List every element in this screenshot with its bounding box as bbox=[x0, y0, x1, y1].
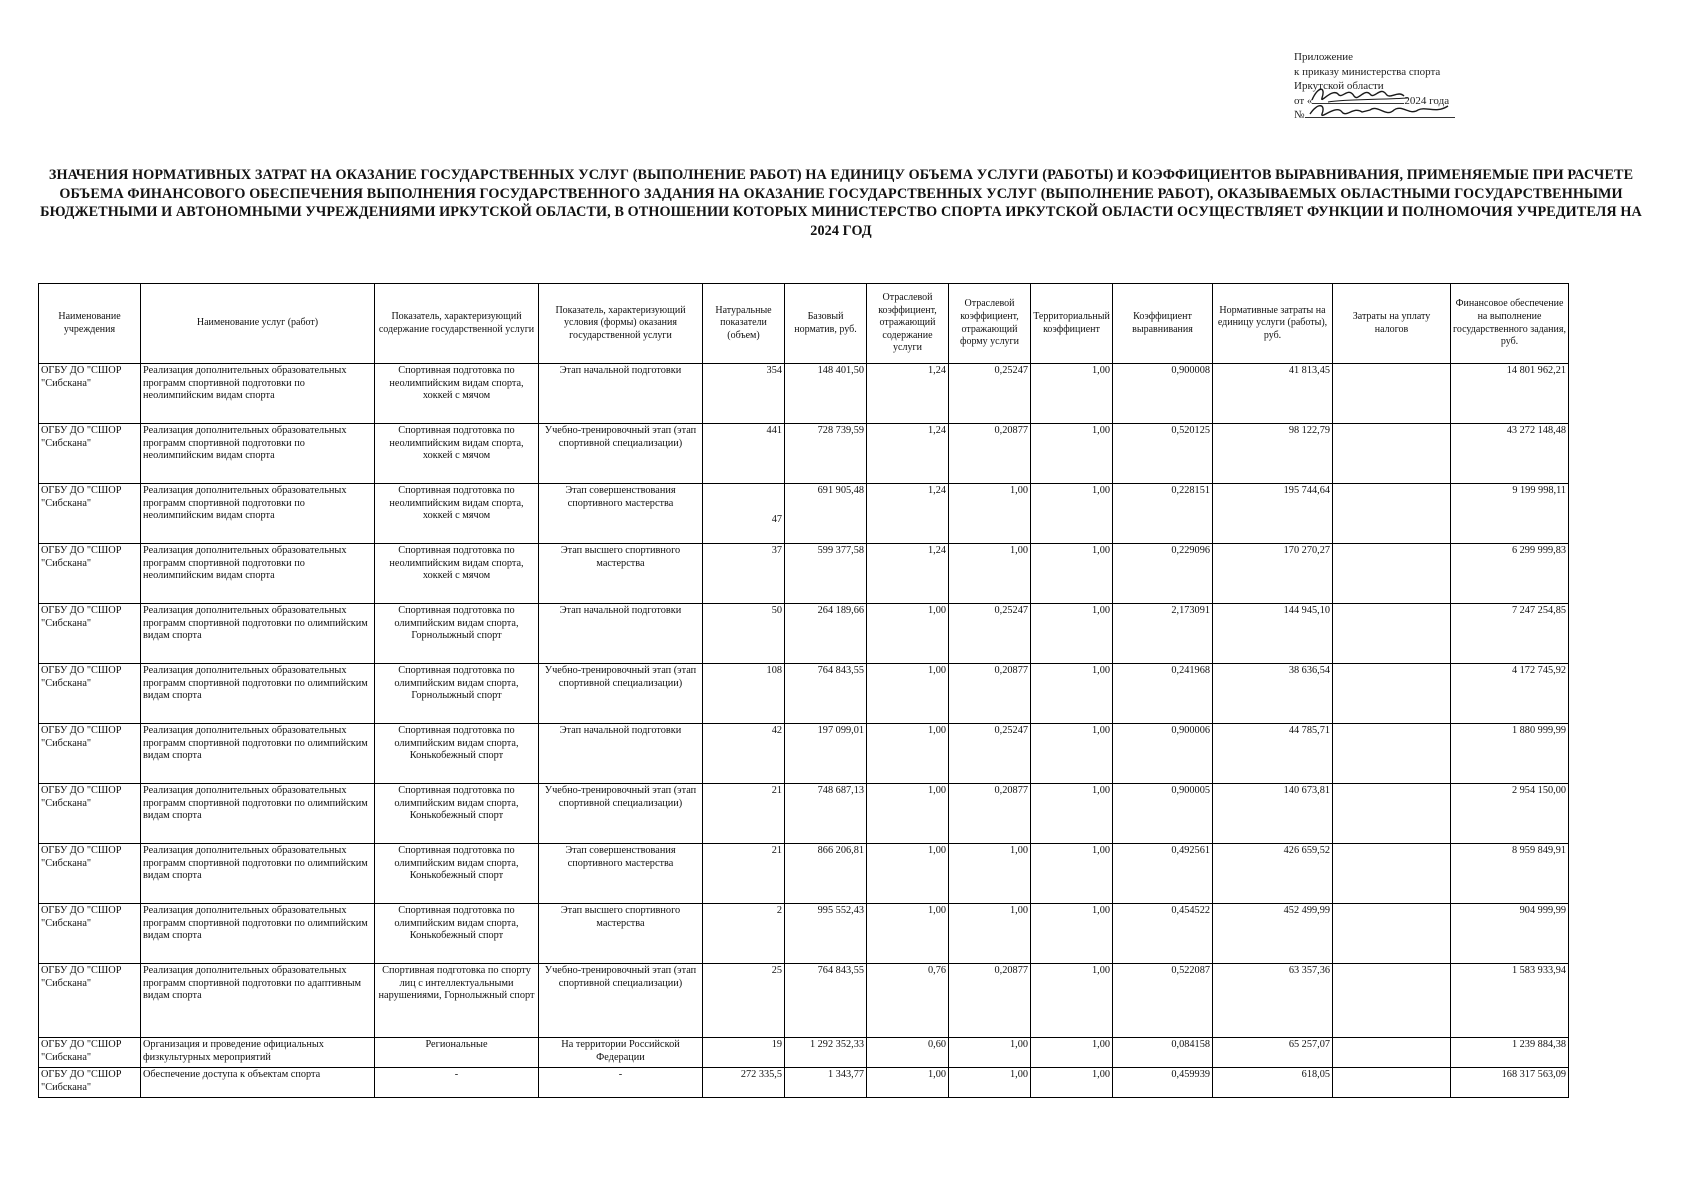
content-indicator-cell: Спортивная подготовка по олимпийским видам спорта, Конькобежный спорт bbox=[375, 904, 539, 964]
institution-cell: ОГБУ ДО "СШОР "Сибскана" bbox=[39, 844, 141, 904]
financing-cell: 2 954 150,00 bbox=[1451, 784, 1569, 844]
base-norm-cell: 1 292 352,33 bbox=[785, 1038, 867, 1068]
service-name-cell: Реализация дополнительных образовательных программ спортивной подготовки по адаптивным видам спорта bbox=[141, 964, 375, 1038]
table-row bbox=[39, 724, 1569, 784]
content-coefficient-cell: 1,24 bbox=[867, 424, 949, 484]
content-indicator-cell: Спортивная подготовка по неолимпийским видам спорта, хоккей с мячом bbox=[375, 364, 539, 424]
volume-cell: 108 bbox=[703, 664, 785, 724]
table-row bbox=[39, 964, 1569, 1038]
content-indicator-cell: Спортивная подготовка по неолимпийским видам спорта, хоккей с мячом bbox=[375, 544, 539, 604]
column-header: Наименование услуг (работ) bbox=[141, 284, 375, 364]
form-coefficient-cell: 0,25247 bbox=[949, 604, 1031, 664]
tax-cost-cell bbox=[1333, 424, 1451, 484]
equalization-coefficient-cell: 0,520125 bbox=[1113, 424, 1213, 484]
content-indicator-cell: Спортивная подготовка по олимпийским видам спорта, Конькобежный спорт bbox=[375, 784, 539, 844]
base-norm-cell: 691 905,48 bbox=[785, 484, 867, 544]
institution-cell: ОГБУ ДО "СШОР "Сибскана" bbox=[39, 784, 141, 844]
form-coefficient-cell: 1,00 bbox=[949, 904, 1031, 964]
volume-cell: 441 bbox=[703, 424, 785, 484]
volume-cell: 272 335,5 bbox=[703, 1068, 785, 1098]
form-coefficient-cell: 1,00 bbox=[949, 1068, 1031, 1098]
column-header: Наименование учреждения bbox=[39, 284, 141, 364]
equalization-coefficient-cell: 0,084158 bbox=[1113, 1038, 1213, 1068]
unit-cost-cell: 38 636,54 bbox=[1213, 664, 1333, 724]
form-coefficient-cell: 0,25247 bbox=[949, 724, 1031, 784]
equalization-coefficient-cell: 0,241968 bbox=[1113, 664, 1213, 724]
equalization-coefficient-cell: 0,900005 bbox=[1113, 784, 1213, 844]
appendix-line-2: к приказу министерства спорта bbox=[1294, 65, 1441, 78]
unit-cost-cell: 41 813,45 bbox=[1213, 364, 1333, 424]
equalization-coefficient-cell: 0,900008 bbox=[1113, 364, 1213, 424]
base-norm-cell: 197 099,01 bbox=[785, 724, 867, 784]
volume-cell: 42 bbox=[703, 724, 785, 784]
institution-cell: ОГБУ ДО "СШОР "Сибскана" bbox=[39, 964, 141, 1038]
column-header: Затраты на уплату налогов bbox=[1333, 284, 1451, 364]
territorial-coefficient-cell: 1,00 bbox=[1031, 724, 1113, 784]
table-row bbox=[39, 424, 1569, 484]
base-norm-cell: 264 189,66 bbox=[785, 604, 867, 664]
service-name-cell: Реализация дополнительных образовательных программ спортивной подготовки по неолимпийским видам спорта bbox=[141, 484, 375, 544]
column-header: Отраслевой коэффициент, отражающий содержание услуги bbox=[867, 284, 949, 364]
content-coefficient-cell: 1,00 bbox=[867, 904, 949, 964]
service-name-cell: Реализация дополнительных образовательных программ спортивной подготовки по олимпийским видам спорта bbox=[141, 664, 375, 724]
service-name-cell: Реализация дополнительных образовательных программ спортивной подготовки по неолимпийским видам спорта bbox=[141, 544, 375, 604]
base-norm-cell: 995 552,43 bbox=[785, 904, 867, 964]
unit-cost-cell: 452 499,99 bbox=[1213, 904, 1333, 964]
territorial-coefficient-cell: 1,00 bbox=[1031, 784, 1113, 844]
unit-cost-cell: 618,05 bbox=[1213, 1068, 1333, 1098]
condition-indicator-cell: Этап совершенствования спортивного мастерства bbox=[539, 484, 703, 544]
territorial-coefficient-cell: 1,00 bbox=[1031, 904, 1113, 964]
content-coefficient-cell: 1,00 bbox=[867, 784, 949, 844]
equalization-coefficient-cell: 0,900006 bbox=[1113, 724, 1213, 784]
tax-cost-cell bbox=[1333, 844, 1451, 904]
base-norm-cell: 764 843,55 bbox=[785, 664, 867, 724]
form-coefficient-cell: 1,00 bbox=[949, 844, 1031, 904]
equalization-coefficient-cell: 0,492561 bbox=[1113, 844, 1213, 904]
volume-cell: 25 bbox=[703, 964, 785, 1038]
table-row bbox=[39, 784, 1569, 844]
condition-indicator-cell: Этап начальной подготовки bbox=[539, 724, 703, 784]
financing-cell: 9 199 998,11 bbox=[1451, 484, 1569, 544]
unit-cost-cell: 44 785,71 bbox=[1213, 724, 1333, 784]
financing-cell: 6 299 999,83 bbox=[1451, 544, 1569, 604]
content-indicator-cell: Спортивная подготовка по неолимпийским видам спорта, хоккей с мячом bbox=[375, 424, 539, 484]
condition-indicator-cell: На территории Российской Федерации bbox=[539, 1038, 703, 1068]
financing-cell: 168 317 563,09 bbox=[1451, 1068, 1569, 1098]
page-title: ЗНАЧЕНИЯ НОРМАТИВНЫХ ЗАТРАТ НА ОКАЗАНИЕ ГОСУДАРСТВЕННЫХ УСЛУГ (ВЫПОЛНЕНИЕ РАБОТ) НА ЕДИНИЦУ ОБЪЕМА УСЛУГИ (РАБОТЫ) И КОЭФФИЦИЕНТОВ ВЫРАВНИВАНИЯ, ПРИМЕНЯЕМЫЕ ПРИ РАСЧЕТЕ ОБЪЕМА ФИНАНСОВОГО ОБЕСПЕЧЕНИЯ ВЫПОЛНЕНИЯ ГОСУДАРСТВЕННОГО ЗАДАНИЯ НА ОКАЗАНИЕ ГОСУДАРСТВЕННЫХ УСЛУГ (ВЫПОЛНЕНИЕ РАБОТ), ОКАЗЫВАЕМЫХ ОБЛАСТНЫМИ ГОСУДАРСТВЕННЫМИ БЮДЖЕТНЫМИ И АВТОНОМНЫМИ УЧРЕЖДЕНИЯМИ ИРКУТСКОЙ ОБЛАСТИ, В ОТНОШЕНИИ КОТОРЫХ МИНИСТЕРСТВО СПОРТА ИРКУТСКОЙ ОБЛАСТИ ОСУЩЕСТВЛЯЕТ ФУНКЦИИ И ПОЛНОМОЧИЯ УЧРЕДИТЕЛЯ НА 2024 ГОД bbox=[40, 167, 1642, 239]
form-coefficient-cell: 1,00 bbox=[949, 544, 1031, 604]
column-header: Территориальный коэффициент bbox=[1031, 284, 1113, 364]
form-coefficient-cell: 0,20877 bbox=[949, 964, 1031, 1038]
content-coefficient-cell: 1,00 bbox=[867, 1068, 949, 1098]
table-row bbox=[39, 604, 1569, 664]
tax-cost-cell bbox=[1333, 724, 1451, 784]
service-name-cell: Реализация дополнительных образовательных программ спортивной подготовки по олимпийским видам спорта bbox=[141, 724, 375, 784]
territorial-coefficient-cell: 1,00 bbox=[1031, 1038, 1113, 1068]
base-norm-cell: 1 343,77 bbox=[785, 1068, 867, 1098]
column-header: Показатель, характеризующий содержание государственной услуги bbox=[375, 284, 539, 364]
territorial-coefficient-cell: 1,00 bbox=[1031, 1068, 1113, 1098]
volume-cell: 354 bbox=[703, 364, 785, 424]
condition-indicator-cell: Этап высшего спортивного мастерства bbox=[539, 904, 703, 964]
condition-indicator-cell: Этап совершенствования спортивного мастерства bbox=[539, 844, 703, 904]
territorial-coefficient-cell: 1,00 bbox=[1031, 364, 1113, 424]
content-coefficient-cell: 1,24 bbox=[867, 484, 949, 544]
service-name-cell: Организация и проведение официальных физкультурных мероприятий bbox=[141, 1038, 375, 1068]
unit-cost-cell: 426 659,52 bbox=[1213, 844, 1333, 904]
column-header: Базовый норматив, руб. bbox=[785, 284, 867, 364]
content-indicator-cell: Спортивная подготовка по олимпийским видам спорта, Конькобежный спорт bbox=[375, 724, 539, 784]
base-norm-cell: 728 739,59 bbox=[785, 424, 867, 484]
content-indicator-cell: Региональные bbox=[375, 1038, 539, 1068]
content-indicator-cell: Спортивная подготовка по спорту лиц с интеллектуальными нарушениями, Горнолыжный спорт bbox=[375, 964, 539, 1038]
date-suffix: 2024 года bbox=[1404, 94, 1450, 107]
volume-cell: 50 bbox=[703, 604, 785, 664]
service-name-cell: Обеспечение доступа к объектам спорта bbox=[141, 1068, 375, 1098]
content-indicator-cell: Спортивная подготовка по олимпийским видам спорта, Конькобежный спорт bbox=[375, 844, 539, 904]
volume-cell: 47 bbox=[703, 484, 785, 544]
condition-indicator-cell: Этап начальной подготовки bbox=[539, 364, 703, 424]
service-name-cell: Реализация дополнительных образовательных программ спортивной подготовки по олимпийским видам спорта bbox=[141, 844, 375, 904]
tax-cost-cell bbox=[1333, 1068, 1451, 1098]
equalization-coefficient-cell: 0,229096 bbox=[1113, 544, 1213, 604]
institution-cell: ОГБУ ДО "СШОР "Сибскана" bbox=[39, 484, 141, 544]
volume-cell: 21 bbox=[703, 784, 785, 844]
unit-cost-cell: 170 270,27 bbox=[1213, 544, 1333, 604]
tax-cost-cell bbox=[1333, 964, 1451, 1038]
institution-cell: ОГБУ ДО "СШОР "Сибскана" bbox=[39, 604, 141, 664]
institution-cell: ОГБУ ДО "СШОР "Сибскана" bbox=[39, 1068, 141, 1098]
condition-indicator-cell: Учебно-тренировочный этап (этап спортивной специализации) bbox=[539, 424, 703, 484]
institution-cell: ОГБУ ДО "СШОР "Сибскана" bbox=[39, 1038, 141, 1068]
service-name-cell: Реализация дополнительных образовательных программ спортивной подготовки по неолимпийским видам спорта bbox=[141, 364, 375, 424]
financing-cell: 904 999,99 bbox=[1451, 904, 1569, 964]
unit-cost-cell: 98 122,79 bbox=[1213, 424, 1333, 484]
appendix-number-line bbox=[1294, 108, 1455, 123]
institution-cell: ОГБУ ДО "СШОР "Сибскана" bbox=[39, 724, 141, 784]
tax-cost-cell bbox=[1333, 904, 1451, 964]
service-name-cell: Реализация дополнительных образовательных программ спортивной подготовки по олимпийским видам спорта bbox=[141, 604, 375, 664]
content-indicator-cell: - bbox=[375, 1068, 539, 1098]
territorial-coefficient-cell: 1,00 bbox=[1031, 424, 1113, 484]
territorial-coefficient-cell: 1,00 bbox=[1031, 604, 1113, 664]
equalization-coefficient-cell: 0,459939 bbox=[1113, 1068, 1213, 1098]
financing-cell: 1 880 999,99 bbox=[1451, 724, 1569, 784]
base-norm-cell: 764 843,55 bbox=[785, 964, 867, 1038]
date-prefix: от « bbox=[1294, 94, 1313, 107]
form-coefficient-cell: 0,20877 bbox=[949, 424, 1031, 484]
institution-cell: ОГБУ ДО "СШОР "Сибскана" bbox=[39, 904, 141, 964]
form-coefficient-cell: 0,25247 bbox=[949, 364, 1031, 424]
tax-cost-cell bbox=[1333, 544, 1451, 604]
base-norm-cell: 866 206,81 bbox=[785, 844, 867, 904]
service-name-cell: Реализация дополнительных образовательных программ спортивной подготовки по олимпийским видам спорта bbox=[141, 904, 375, 964]
territorial-coefficient-cell: 1,00 bbox=[1031, 964, 1113, 1038]
financing-cell: 14 801 962,21 bbox=[1451, 364, 1569, 424]
appendix-block bbox=[1294, 50, 1455, 123]
table-row bbox=[39, 364, 1569, 424]
content-coefficient-cell: 1,24 bbox=[867, 364, 949, 424]
form-coefficient-cell: 1,00 bbox=[949, 1038, 1031, 1068]
column-header: Натуральные показатели (объем) bbox=[703, 284, 785, 364]
tax-cost-cell bbox=[1333, 664, 1451, 724]
content-coefficient-cell: 0,76 bbox=[867, 964, 949, 1038]
unit-cost-cell: 144 945,10 bbox=[1213, 604, 1333, 664]
unit-cost-cell: 65 257,07 bbox=[1213, 1038, 1333, 1068]
condition-indicator-cell: Учебно-тренировочный этап (этап спортивной специализации) bbox=[539, 964, 703, 1038]
equalization-coefficient-cell: 0,454522 bbox=[1113, 904, 1213, 964]
form-coefficient-cell: 0,20877 bbox=[949, 664, 1031, 724]
institution-cell: ОГБУ ДО "СШОР "Сибскана" bbox=[39, 424, 141, 484]
content-indicator-cell: Спортивная подготовка по олимпийским видам спорта, Горнолыжный спорт bbox=[375, 604, 539, 664]
financing-cell: 8 959 849,91 bbox=[1451, 844, 1569, 904]
content-coefficient-cell: 1,00 bbox=[867, 604, 949, 664]
financing-cell: 1 583 933,94 bbox=[1451, 964, 1569, 1038]
table-row bbox=[39, 664, 1569, 724]
base-norm-cell: 748 687,13 bbox=[785, 784, 867, 844]
column-header: Нормативные затраты на единицу услуги (работы), руб. bbox=[1213, 284, 1333, 364]
form-coefficient-cell: 0,20877 bbox=[949, 784, 1031, 844]
condition-indicator-cell: Учебно-тренировочный этап (этап спортивной специализации) bbox=[539, 664, 703, 724]
condition-indicator-cell: - bbox=[539, 1068, 703, 1098]
column-header: Коэффициент выравнивания bbox=[1113, 284, 1213, 364]
content-coefficient-cell: 1,00 bbox=[867, 844, 949, 904]
institution-cell: ОГБУ ДО "СШОР "Сибскана" bbox=[39, 544, 141, 604]
service-name-cell: Реализация дополнительных образовательных программ спортивной подготовки по олимпийским видам спорта bbox=[141, 784, 375, 844]
volume-cell: 21 bbox=[703, 844, 785, 904]
base-norm-cell: 599 377,58 bbox=[785, 544, 867, 604]
content-indicator-cell: Спортивная подготовка по неолимпийским видам спорта, хоккей с мячом bbox=[375, 484, 539, 544]
equalization-coefficient-cell: 0,228151 bbox=[1113, 484, 1213, 544]
unit-cost-cell: 195 744,64 bbox=[1213, 484, 1333, 544]
volume-cell: 19 bbox=[703, 1038, 785, 1068]
table-row bbox=[39, 904, 1569, 964]
table-header-row bbox=[39, 284, 1569, 364]
equalization-coefficient-cell: 2,173091 bbox=[1113, 604, 1213, 664]
tax-cost-cell bbox=[1333, 604, 1451, 664]
form-coefficient-cell: 1,00 bbox=[949, 484, 1031, 544]
tax-cost-cell bbox=[1333, 484, 1451, 544]
column-header: Показатель, характеризующий условия (формы) оказания государственной услуги bbox=[539, 284, 703, 364]
appendix-line-1: Приложение bbox=[1294, 51, 1354, 63]
table-row bbox=[39, 1038, 1569, 1068]
content-coefficient-cell: 1,00 bbox=[867, 724, 949, 784]
volume-cell: 37 bbox=[703, 544, 785, 604]
service-name-cell: Реализация дополнительных образовательных программ спортивной подготовки по неолимпийским видам спорта bbox=[141, 424, 375, 484]
column-header: Отраслевой коэффициент, отражающий форму услуги bbox=[949, 284, 1031, 364]
number-prefix: № bbox=[1294, 109, 1305, 121]
tax-cost-cell bbox=[1333, 364, 1451, 424]
territorial-coefficient-cell: 1,00 bbox=[1031, 844, 1113, 904]
column-header: Финансовое обеспечение на выполнение государственного задания, руб. bbox=[1451, 284, 1569, 364]
condition-indicator-cell: Учебно-тренировочный этап (этап спортивной специализации) bbox=[539, 784, 703, 844]
table-row bbox=[39, 484, 1569, 544]
condition-indicator-cell: Этап начальной подготовки bbox=[539, 604, 703, 664]
content-coefficient-cell: 0,60 bbox=[867, 1038, 949, 1068]
unit-cost-cell: 140 673,81 bbox=[1213, 784, 1333, 844]
territorial-coefficient-cell: 1,00 bbox=[1031, 544, 1113, 604]
table-row bbox=[39, 544, 1569, 604]
unit-cost-cell: 63 357,36 bbox=[1213, 964, 1333, 1038]
table-row bbox=[39, 1068, 1569, 1098]
base-norm-cell: 148 401,50 bbox=[785, 364, 867, 424]
equalization-coefficient-cell: 0,522087 bbox=[1113, 964, 1213, 1038]
territorial-coefficient-cell: 1,00 bbox=[1031, 484, 1113, 544]
condition-indicator-cell: Этап высшего спортивного мастерства bbox=[539, 544, 703, 604]
cost-table bbox=[38, 283, 1569, 1098]
financing-cell: 4 172 745,92 bbox=[1451, 664, 1569, 724]
tax-cost-cell bbox=[1333, 1038, 1451, 1068]
tax-cost-cell bbox=[1333, 784, 1451, 844]
content-coefficient-cell: 1,00 bbox=[867, 664, 949, 724]
financing-cell: 1 239 884,38 bbox=[1451, 1038, 1569, 1068]
financing-cell: 43 272 148,48 bbox=[1451, 424, 1569, 484]
territorial-coefficient-cell: 1,00 bbox=[1031, 664, 1113, 724]
table-row bbox=[39, 844, 1569, 904]
appendix-line-3: Иркутской области bbox=[1294, 80, 1384, 92]
handwritten-number-signature bbox=[1306, 100, 1456, 122]
volume-cell: 2 bbox=[703, 904, 785, 964]
institution-cell: ОГБУ ДО "СШОР "Сибскана" bbox=[39, 664, 141, 724]
institution-cell: ОГБУ ДО "СШОР "Сибскана" bbox=[39, 364, 141, 424]
table-body bbox=[39, 364, 1569, 1098]
content-coefficient-cell: 1,24 bbox=[867, 544, 949, 604]
financing-cell: 7 247 254,85 bbox=[1451, 604, 1569, 664]
content-indicator-cell: Спортивная подготовка по олимпийским видам спорта, Горнолыжный спорт bbox=[375, 664, 539, 724]
